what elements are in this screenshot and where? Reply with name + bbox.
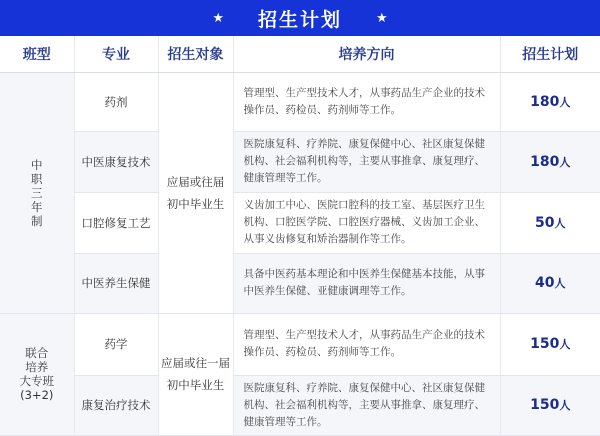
enrollment-table (0, 36, 600, 436)
plan-unit: 人 (559, 95, 571, 109)
plan-number: 150 (530, 336, 560, 352)
enrollment-table-container (0, 36, 600, 433)
header-target: 招生对象 (158, 36, 233, 72)
header-plan: 招生计划 (500, 36, 600, 72)
table-row (0, 131, 600, 192)
plan-number: 50 (535, 214, 555, 231)
plan-cell (500, 131, 600, 192)
header-class-type: 班型 (0, 36, 74, 72)
direction-cell: 管理型、生产型技术人才，从事药品生产企业的技术操作员、药检员、药剂师等工作。 (233, 313, 500, 375)
direction-cell: 管理型、生产型技术人才，从事药品生产企业的技术操作员、药检员、药剂师等工作。 (233, 72, 500, 131)
target-line: 初中毕业生 (166, 378, 225, 392)
table-row (0, 313, 600, 375)
star-icon-right: ★ (376, 10, 388, 26)
direction-cell: 医院康复科、疗养院、康复保健中心、社区康复保健机构、社会福利机构等，主要从事推拿、康复理疗、健康管理等工作。 (233, 375, 500, 435)
table-row (0, 253, 600, 313)
plan-unit: 人 (554, 216, 566, 230)
star-icon-left: ★ (212, 10, 224, 26)
direction-cell: 医院康复科、疗养院、康复保健中心、社区康复保健机构、社会福利机构等，主要从事推拿、康复理疗、健康管理等工作。 (233, 131, 500, 192)
plan-cell (500, 253, 600, 313)
direction-cell: 义齿加工中心、医院口腔科的技工室、基层医疗卫生机构、口腔医学院、口腔医疗器械、义齿加工企业、从事义齿修复和矫治器制作等工作。 (233, 192, 500, 253)
header-major: 专业 (74, 36, 158, 72)
target-cell (158, 72, 233, 313)
target-line: 应届或往一届 (161, 356, 230, 370)
target-line: 初中毕业生 (166, 196, 225, 211)
plan-cell (500, 313, 600, 375)
class-type-label: 中职三年制 (31, 157, 43, 228)
major-cell: 药学 (74, 313, 158, 375)
class-type-line: 联合 (25, 346, 49, 360)
page-title: 招生计划 (257, 8, 342, 31)
plan-cell (500, 72, 600, 131)
class-type-line: 培养 (25, 360, 49, 374)
target-cell (158, 313, 233, 435)
class-type-cell (0, 72, 74, 313)
plan-cell (500, 375, 600, 435)
plan-unit: 人 (559, 155, 571, 169)
header-direction: 培养方向 (233, 36, 500, 72)
class-type-cell (0, 313, 74, 435)
table-row (0, 72, 600, 131)
plan-cell (500, 192, 600, 253)
major-cell: 康复治疗技术 (74, 375, 158, 435)
table-row (0, 192, 600, 253)
plan-unit: 人 (559, 338, 571, 351)
major-cell: 中医养生保健 (74, 253, 158, 313)
plan-number: 180 (530, 153, 560, 170)
plan-number: 40 (535, 275, 555, 291)
plan-number: 150 (530, 397, 560, 413)
plan-number: 180 (530, 93, 560, 110)
plan-unit: 人 (559, 399, 571, 412)
class-type-label (17, 346, 57, 402)
major-cell: 药剂 (74, 72, 158, 131)
direction-cell: 具备中医药基本理论和中医养生保健基本技能，从事中医养生保健、亚健康调理等工作。 (233, 253, 500, 313)
major-cell: 口腔修复工艺 (74, 192, 158, 253)
title-banner (0, 0, 600, 36)
header-row (0, 36, 600, 72)
class-type-line: 大专班 (19, 374, 54, 388)
class-type-line: (3+2) (20, 388, 54, 402)
table-row (0, 375, 600, 435)
major-cell: 中医康复技术 (74, 131, 158, 192)
target-line: 应届或往届 (166, 174, 225, 189)
plan-unit: 人 (554, 277, 566, 290)
